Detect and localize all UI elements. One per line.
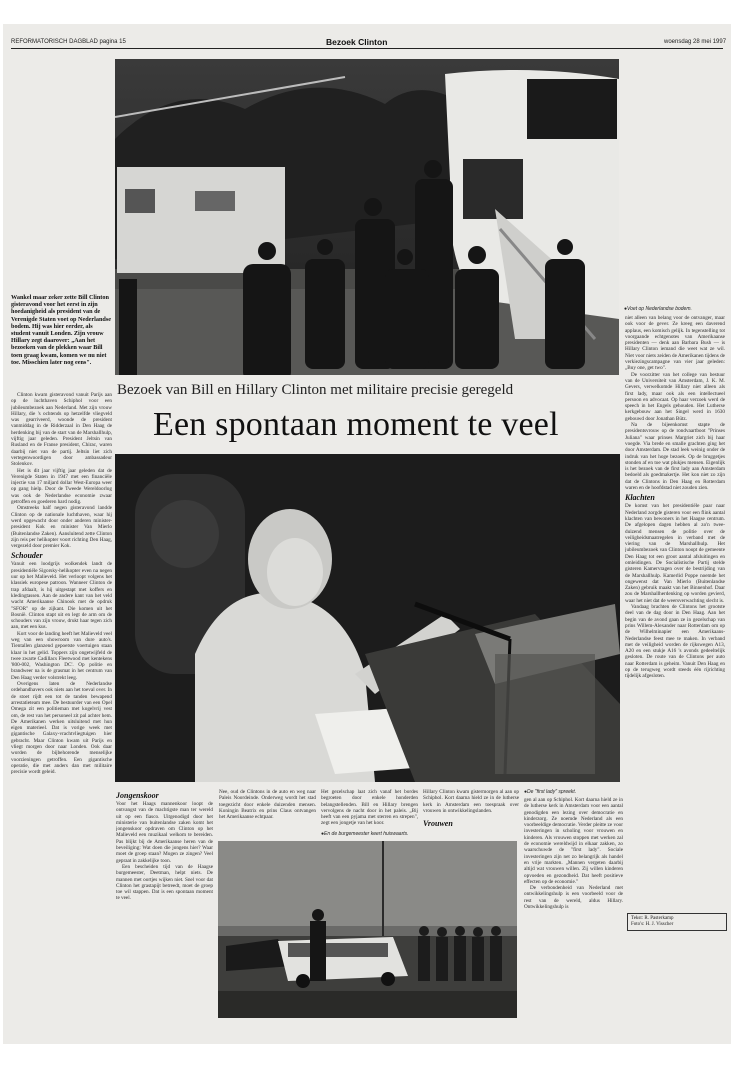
col6-paragraph: Na de bijeenkomst stapte de presidentsvrouw op de rondvaartboot "Prinses Juliana" waar prinses Margriet zich bij haar voegde. Via brede en smalle grachten ging het door Amsterdam. De stad leek weinig onder de indruk van het hoge bezoek. Op de bruggetjes stonden af en toe wat plukjes mensen. Eigenlijk is het bezoek van de first lady aan Amsterdam bedoeld als goedmakertje. Het kon niet zo zijn dat de Clintons in Den Haag en Rotterdam waren en de hoofdstad niet zouden zien. [625, 422, 725, 492]
col1-paragraph: Vanuit een loodgrijs wolkendek landt de presidentiële Sigorsky-helikopter even na negen uur op het Malieveld. Het verloopt volgens het klassiek europese patroon. Wanneer Clinton de trap afdaalt, is hij uitgestapt met koffers en kledingtassen. Aan de andere kant van het veld wacht Amerikaanse Chinook met de opdruk "SFOR" op de zijkant. Die komen uit het Bosnië. Clinton stapt uit en legt de arm om de schouders van zijn vrouw, drukt haar tegen zich aan, met een kus. [11, 561, 112, 631]
col1-paragraph: Omstreeks half negen gisteravond landde Clinton op de nationale luchthaven, waar hij werd opgewacht door onder anderen minister-president Kok en minister Van Mierlo (Buitenlandse Zaken). Aansluitend zette Clinton zijn reis per helikopter voort richting Den Haag, vergezeld door premier Kok. [11, 505, 112, 550]
lead-paragraph: Wankel maar zeker zette Bill Clinton gisteravond voor het eerst in zijn hoedanigheid als president van de Verenigde Staten voet op Nederlandse bodem. Hij was hier eerder, als student vanuit Londen. Zijn vrouw Hillary zegt daarover: „Aan het bezoeken van de plekken waar Bill toen graag kwam, komen we nu niet toe. Misschien later nog eens". [11, 294, 112, 366]
hillary-speech-image [115, 454, 620, 782]
credit-box [627, 913, 727, 931]
col3-paragraph: Nee, oud de Clintons in de auto en weg naar Paleis Noordeinde. Onderweg wordt het stad toegezicht door enkele duizenden mensen. Koningin Beatrix en prins Claus ontvangen het Amerikaanse echtpaar. [219, 789, 316, 821]
newspaper-masthead-left: REFORMATORISCH DAGBLAD pagina 15 [11, 39, 126, 45]
article-column-6 [625, 315, 725, 907]
col5-paragraph: gen al aan op Schiphol. Kort daarna hield ze in de lutherse kerk in Amsterdam voor een aantal genodigden een lezing over democratie en kinderzorg. Ze noemde Nederland als een voorbeeldige democratie. Verder pleitte ze voor investeringen in scholing voor vrouwen en kinderen. Als vrouwen stoppen met werken zal de economie wereldwijd in elkaar zakken, zo waarschuwde de "first lady". Sociale investeringen zijn net zo belangrijk als handel en vrije markten. „Mannen vergeten daarbij altijd wat vrouwen willen. Zij willen kinderen opvoeden en gezondheid. Dat heeft positieve effecten op de economie." [524, 797, 623, 885]
header-rule [11, 48, 723, 49]
caption-hillary-photo: ● De "first lady" spreekt. [524, 789, 576, 795]
article-column-5 [524, 797, 623, 1027]
col2-paragraph: Voor het Haags mannenkoor loopt de ontvangst van de machtigste man ter wereld uit op een fiasco. Uitgenodigd door het ministerie van buitenlandse zaken komt het jongenskoor opdraven om Clinton op het Malieveld een muzikaal welkom te bereiden. Pas blijkt bij de Amerikaanse heren van de beveiliging: Wat doen die jongens hier? Waar moet de groep staan? Mogen ze zingen? Veel gepraat in zakkelijke toon. [116, 801, 213, 864]
page-date: woensdag 28 mei 1997 [664, 39, 727, 45]
col4-paragraph: Hillary Clinton kwam gistermorgen al aan op Schiphol. Kort daarna hield ze in de lutherse kerk in Amsterdam een toespraak over vrouwen in ontwikkelingslanden. [423, 789, 519, 814]
article-column-4 [321, 789, 418, 829]
page-section-title: Bezoek Clinton [326, 37, 388, 47]
article-headline: Een spontaan moment te veel [153, 406, 559, 443]
subhead-jongenskoor: Jongenskoor [116, 791, 159, 800]
subhead-vrouwen: Vrouwen [423, 819, 453, 828]
col4-paragraph: Het gezelschap laat zich vanaf het bordes begroeten door enkele honderden belangstellenden. Bill en Hillary brengen vervolgens de nacht door in het paleis. „Bij heeft van een pyjama met sterren en strepen", zegt een jongetje van het koor. [321, 789, 418, 827]
article-kicker: Bezoek van Bill en Hillary Clinton met militaire precisie geregeld [117, 382, 514, 398]
motorcade-image [218, 841, 517, 1018]
subhead-klachten: Klachten [625, 493, 655, 503]
col6-paragraph: niet alleen van belang voor de ontvanger, maar ook voor de gever. Ze kreeg een daverend applaus, een komisch gelijk. In tegenstelling tot voorgaande echtgenotes van Amerikaanse presidenten — denk aan Barbara Bush — is Hillary Clinton iemand die weet wat ze wil. Niet voor niets zeiden de Amerikanen tijdens de verkiezingscampagne van vier jaar geleden: „Buy one, get two". [625, 315, 725, 372]
col6-paragraph: Vandaag brachten de Clintons het grootste deel van de dag door in Den Haag. Aan het begin van de avond gaan ze in gezelschap van prins Willem-Alexander naar Rotterdam om op de Wilhelminapier een Amerikaans-Nederlandse feest mee te maken. In verband met de veiligheid worden de rijkswegen A13, A20 en een stukje A16 's avonds gedeeltelijk gesloten. De route van de Clintons per auto naar Rotterdam is geheim. Vanuit Den Haag en op de terugweg wordt steeds één rijrichting tijdelijk afgesloten. [625, 604, 725, 680]
col1-paragraph: Overigens laten de Nederlandse ordehandhavers ook niets aan het toeval over. In de stoet rijdt een tot de tanden bewapend arrestatieteam mee. De bestuurder van een Opel Omega zit een politieman met kogelvrij vest om, de rest van het personeel zit pal achter hem. De Amerikanen werken uitsluitend met hun eigen materieel. Dat is vorige week met gigantische Galaxy-vrachtvliegtuigen hier gebracht. Maar Clinton kwam uit Parijs en vliegt morgen door naar Londen. Ook daar worden de bijbehorende menselijke voorzieningen getroffen. Een gigantische operatie, die met anders dan met militaire precisie wordt geleid. [11, 681, 112, 776]
photo-motorcade [218, 841, 517, 1018]
helicopter-arrival-image [115, 59, 619, 375]
article-column-2 [116, 789, 213, 989]
col6-paragraph: De voorzitter van het college van bestuur van de Universiteit van Amsterdam, J. K. M. Gevers, verwelkomde Hillary niet alleen als first lady, maar ook als een intellectueel persoon en advocaat. Op haar verzoek werd de speech in het Engels gehouden. Het Lutherse kerkgebouw aan het Singel werd in 1630 gebouwd door Jonathan Bütz. [625, 371, 725, 422]
photo-helicopter-arrival [115, 59, 619, 375]
photo-hillary-speech [115, 454, 620, 782]
credit-photo-author: Foto's: H. J. Visscher [631, 922, 674, 927]
subhead-schouder: Schouder [11, 551, 43, 561]
col1-paragraph: Clinton kwam gisteravond vanuit Parijs aan op de luchthaven Schiphol voor een jubileumbezoek aan Nederland. Met zijn vrouw Hillary, die 's ochtends op hetzelfde vliegveld was gearriveerd, woonde de president vanmiddag in de Ridderzaal in Den Haag de herdenking bij van de start van de Marshallhulp, vijftig jaar geleden. President Jeltsin van Rusland en de Franse president, Chirac, waren daarbij niet van de partij. Jeltsin liet zich vertegenwoordigen door ambassadeur Stolenkov. [11, 392, 112, 468]
col2-paragraph: Een bescheiden tijd van de Haagse burgemeester, Deetman, helpt niets. De mannen met oortjes wijken niet. Snel voor dat Clinton het grastapijt betreedt, moet de groep toe wil stappen. Dat is een spontaan moment te veel. [116, 863, 213, 902]
col1-paragraph: Kort voor de landing heeft het Malieveld veel weg van een showroom van dure auto's. Tientallen glanzend gepoetste voertuigen staan klaar in het gelid. Toppers zijn ongetwijfeld de twee zwarte Cadillacs Fleetwood met kentekens '800-002, Washington DC'. Op politie en brandweer na is de grasmat in het centrum van Den Haag verder volstrekt leeg. [11, 630, 112, 681]
article-column-3 [219, 789, 316, 829]
credit-text-author: Tekst: R. Pasterkamp [631, 916, 674, 921]
article-column-1 [11, 392, 112, 1032]
col1-paragraph: Het is dit jaar vijftig jaar geleden dat de Verenigde Staten in 1947 met een financiële injectie van 17 miljard dollar West-Europa weer op gang hielp. Door de Tweede Wereldoorlog was ook de Nederlandse economie zwaar getroffen en goederen hard nodig. [11, 467, 112, 506]
newspaper-page [3, 24, 731, 1044]
caption-helicopter-photo: ● Voet op Nederlandse bodem. [624, 306, 692, 312]
col6-paragraph: De komst van het presidentiële paar naar Nederland zorgde gisteren voor een flink aantal klachten van bewoners in het Haagse centrum. De afgelopen dagen hebben al zo'n tweeduizend mensen de politie over de veiligheidsmaatregelen in verband met de viering van de Marshallhulp. Het jubileumbezoek van Clinton noopt de gemeente Den Haag tot een groot aantal afsluitingen en omleidingen. De Socialistische Partij stelde gisteren Kamervragen over de bestrijding van de Marshallhulp. Kamerlid Poppe noemde het ongewenst dat Van Mierlo (Buitenlandse Zaken) gebruik maakt van het Binnenhof. Daar zou de Marshallherdenking op worden gevierd, waar het niet dat de weersverwachting slecht is. [625, 503, 725, 604]
col5-paragraph: De verbondenheid van Nederland met ontwikkelingshulp is een voorbeeld voor de rest van de wereld, aldus Hillary. Ontwikkelingshulp is [524, 885, 623, 911]
caption-burgemeester-photo: ● En de burgemeester keert huiswaarts. [321, 831, 409, 837]
